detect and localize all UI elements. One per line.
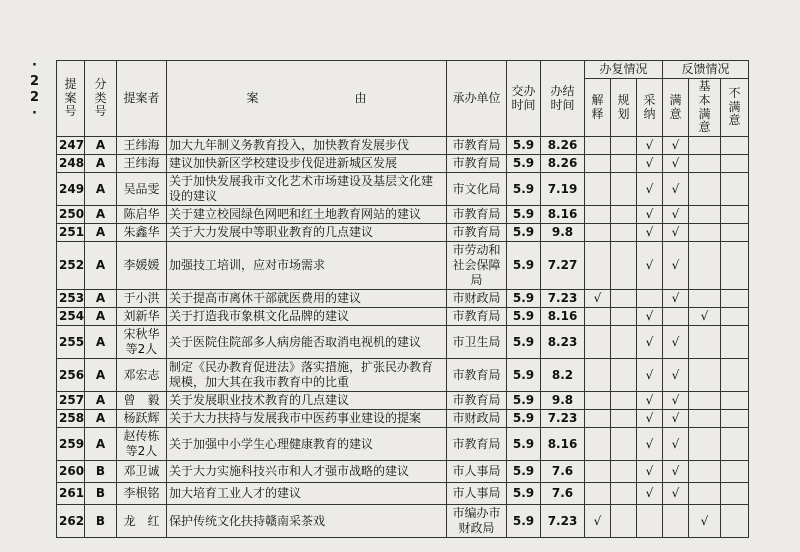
row-mark-basic-satisfied (689, 173, 721, 206)
row-finish-time: 7.23 (541, 410, 585, 428)
row-proposer: 刘新华 (117, 308, 167, 326)
row-proposer: 朱鑫华 (117, 224, 167, 242)
row-mark-unsatisfied (721, 483, 749, 505)
table-row (57, 505, 749, 538)
row-reason: 关于大力发展中等职业教育的几点建议 (167, 224, 447, 242)
row-proposer: 宋秋华等2人 (117, 326, 167, 359)
table-row (57, 428, 749, 461)
row-category: B (85, 505, 117, 538)
row-proposer: 于小洪 (117, 290, 167, 308)
row-reason: 关于加强中小学生心理健康教育的建议 (167, 428, 447, 461)
row-mark-basic-satisfied: √ (689, 308, 721, 326)
header-reply-group: 办复情况 (585, 61, 663, 79)
row-mark-unsatisfied (721, 206, 749, 224)
row-mark-plan (611, 428, 637, 461)
row-unit: 市教育局 (447, 359, 507, 392)
row-mark-basic-satisfied (689, 155, 721, 173)
row-unit: 市教育局 (447, 137, 507, 155)
row-proposer: 吴品雯 (117, 173, 167, 206)
header-unsatisfied: 不满意 (721, 79, 749, 137)
row-mark-satisfied (663, 505, 689, 538)
table-row (57, 290, 749, 308)
row-mark-satisfied: √ (663, 290, 689, 308)
row-mark-adopt: √ (637, 206, 663, 224)
table-row (57, 308, 749, 326)
row-number: 262 (57, 505, 85, 538)
row-mark-satisfied: √ (663, 326, 689, 359)
row-finish-time: 7.23 (541, 505, 585, 538)
proposal-table (56, 60, 749, 538)
row-mark-explain (585, 326, 611, 359)
row-assign-time: 5.9 (507, 359, 541, 392)
row-category: A (85, 359, 117, 392)
row-reason: 关于大力扶持与发展我市中医药事业建设的提案 (167, 410, 447, 428)
row-finish-time: 8.16 (541, 308, 585, 326)
row-unit: 市文化局 (447, 173, 507, 206)
row-mark-unsatisfied (721, 137, 749, 155)
row-mark-plan (611, 326, 637, 359)
row-finish-time: 7.6 (541, 461, 585, 483)
row-reason: 关于提高市离休干部就医费用的建议 (167, 290, 447, 308)
row-mark-satisfied: √ (663, 242, 689, 290)
row-mark-explain: √ (585, 290, 611, 308)
header-plan: 规划 (611, 79, 637, 137)
row-mark-unsatisfied (721, 410, 749, 428)
row-mark-plan (611, 173, 637, 206)
row-mark-satisfied: √ (663, 155, 689, 173)
row-mark-plan (611, 392, 637, 410)
row-category: A (85, 242, 117, 290)
row-mark-plan (611, 242, 637, 290)
row-assign-time: 5.9 (507, 173, 541, 206)
row-number: 257 (57, 392, 85, 410)
row-mark-explain (585, 428, 611, 461)
header-satisfied: 满意 (663, 79, 689, 137)
row-mark-adopt: √ (637, 224, 663, 242)
row-mark-explain (585, 461, 611, 483)
row-mark-basic-satisfied (689, 392, 721, 410)
row-number: 250 (57, 206, 85, 224)
row-mark-explain (585, 173, 611, 206)
row-mark-unsatisfied (721, 428, 749, 461)
row-proposer: 李根铭 (117, 483, 167, 505)
table-row (57, 483, 749, 505)
row-mark-plan (611, 461, 637, 483)
row-mark-satisfied: √ (663, 224, 689, 242)
row-category: A (85, 137, 117, 155)
row-mark-plan (611, 359, 637, 392)
row-finish-time: 8.16 (541, 428, 585, 461)
row-mark-basic-satisfied: √ (689, 505, 721, 538)
row-mark-satisfied: √ (663, 206, 689, 224)
row-mark-plan (611, 137, 637, 155)
header-finish-time: 办结时间 (541, 61, 585, 137)
row-mark-unsatisfied (721, 173, 749, 206)
row-mark-satisfied: √ (663, 392, 689, 410)
row-mark-basic-satisfied (689, 410, 721, 428)
header-assign-time: 交办时间 (507, 61, 541, 137)
row-mark-satisfied (663, 308, 689, 326)
row-proposer: 邓卫诚 (117, 461, 167, 483)
row-mark-adopt: √ (637, 359, 663, 392)
row-proposer: 杨跃辉 (117, 410, 167, 428)
table-row (57, 359, 749, 392)
table-row (57, 326, 749, 359)
row-mark-explain (585, 155, 611, 173)
row-number: 260 (57, 461, 85, 483)
row-assign-time: 5.9 (507, 290, 541, 308)
header-adopt: 采纳 (637, 79, 663, 137)
row-number: 254 (57, 308, 85, 326)
row-unit: 市财政局 (447, 290, 507, 308)
row-reason: 加强技工培训，应对市场需求 (167, 242, 447, 290)
row-mark-adopt: √ (637, 461, 663, 483)
row-mark-basic-satisfied (689, 242, 721, 290)
row-number: 261 (57, 483, 85, 505)
row-category: A (85, 410, 117, 428)
row-number: 258 (57, 410, 85, 428)
row-finish-time: 8.23 (541, 326, 585, 359)
row-mark-satisfied: √ (663, 483, 689, 505)
header-basic-satisfied: 基本满意 (689, 79, 721, 137)
row-assign-time: 5.9 (507, 410, 541, 428)
row-finish-time: 7.23 (541, 290, 585, 308)
row-number: 255 (57, 326, 85, 359)
row-proposer: 王纬海 (117, 137, 167, 155)
row-mark-unsatisfied (721, 461, 749, 483)
row-mark-plan (611, 505, 637, 538)
row-assign-time: 5.9 (507, 242, 541, 290)
row-assign-time: 5.9 (507, 428, 541, 461)
row-proposer: 王纬海 (117, 155, 167, 173)
row-mark-plan (611, 410, 637, 428)
row-category: A (85, 224, 117, 242)
row-mark-unsatisfied (721, 155, 749, 173)
row-proposer: 陈启华 (117, 206, 167, 224)
row-number: 256 (57, 359, 85, 392)
row-mark-basic-satisfied (689, 224, 721, 242)
row-mark-basic-satisfied (689, 290, 721, 308)
row-number: 253 (57, 290, 85, 308)
table-row (57, 242, 749, 290)
row-mark-unsatisfied (721, 242, 749, 290)
row-mark-adopt: √ (637, 326, 663, 359)
row-mark-basic-satisfied (689, 483, 721, 505)
row-mark-adopt: √ (637, 308, 663, 326)
header-proposer: 提案者 (117, 61, 167, 137)
row-mark-satisfied: √ (663, 137, 689, 155)
row-assign-time: 5.9 (507, 137, 541, 155)
row-mark-plan (611, 308, 637, 326)
row-mark-explain (585, 483, 611, 505)
row-mark-basic-satisfied (689, 326, 721, 359)
row-mark-adopt (637, 505, 663, 538)
row-assign-time: 5.9 (507, 505, 541, 538)
row-mark-plan (611, 290, 637, 308)
row-mark-unsatisfied (721, 308, 749, 326)
row-category: A (85, 428, 117, 461)
row-mark-unsatisfied (721, 224, 749, 242)
row-proposer: 赵传栋等2人 (117, 428, 167, 461)
row-number: 259 (57, 428, 85, 461)
row-finish-time: 8.2 (541, 359, 585, 392)
row-unit: 市教育局 (447, 392, 507, 410)
row-mark-explain (585, 359, 611, 392)
row-mark-basic-satisfied (689, 461, 721, 483)
row-assign-time: 5.9 (507, 461, 541, 483)
row-finish-time: 7.27 (541, 242, 585, 290)
table-row (57, 206, 749, 224)
row-reason: 关于发展职业技术教育的几点建议 (167, 392, 447, 410)
row-reason: 加大九年制义务教育投入，加快教育发展步伐 (167, 137, 447, 155)
row-reason: 加大培育工业人才的建议 (167, 483, 447, 505)
table-row (57, 155, 749, 173)
row-reason: 关于加快发展我市文化艺术市场建设及基层文化建设的建议 (167, 173, 447, 206)
row-mark-basic-satisfied (689, 137, 721, 155)
row-assign-time: 5.9 (507, 308, 541, 326)
row-assign-time: 5.9 (507, 155, 541, 173)
row-unit: 市劳动和社会保障局 (447, 242, 507, 290)
page-number: ·22· (27, 58, 42, 122)
row-mark-explain (585, 410, 611, 428)
row-reason: 关于医院住院部多人病房能否取消电视机的建议 (167, 326, 447, 359)
row-mark-adopt: √ (637, 173, 663, 206)
row-mark-adopt: √ (637, 242, 663, 290)
header-feedback-group: 反馈情况 (663, 61, 749, 79)
table-row (57, 461, 749, 483)
row-category: A (85, 155, 117, 173)
row-finish-time: 8.16 (541, 206, 585, 224)
row-mark-basic-satisfied (689, 428, 721, 461)
row-category: A (85, 290, 117, 308)
row-mark-satisfied: √ (663, 359, 689, 392)
row-assign-time: 5.9 (507, 326, 541, 359)
row-unit: 市教育局 (447, 428, 507, 461)
row-mark-explain (585, 206, 611, 224)
row-mark-unsatisfied (721, 290, 749, 308)
row-finish-time: 9.8 (541, 224, 585, 242)
row-reason: 关于建立校园绿色网吧和红土地教育网站的建议 (167, 206, 447, 224)
row-mark-satisfied: √ (663, 410, 689, 428)
row-mark-adopt: √ (637, 137, 663, 155)
row-unit: 市编办市财政局 (447, 505, 507, 538)
row-reason: 关于打造我市象棋文化品牌的建议 (167, 308, 447, 326)
row-mark-plan (611, 206, 637, 224)
header-explain: 解释 (585, 79, 611, 137)
row-mark-explain (585, 137, 611, 155)
row-proposer: 李媛媛 (117, 242, 167, 290)
row-mark-unsatisfied (721, 392, 749, 410)
header-unit: 承办单位 (447, 61, 507, 137)
row-reason: 保护传统文化扶持赣南采茶戏 (167, 505, 447, 538)
row-reason: 关于大力实施科技兴市和人才强市战略的建议 (167, 461, 447, 483)
row-mark-adopt: √ (637, 392, 663, 410)
header-reason: 案 由 (167, 61, 447, 137)
row-finish-time: 7.19 (541, 173, 585, 206)
row-mark-basic-satisfied (689, 359, 721, 392)
row-mark-adopt (637, 290, 663, 308)
row-mark-adopt: √ (637, 428, 663, 461)
row-assign-time: 5.9 (507, 483, 541, 505)
row-mark-explain (585, 392, 611, 410)
row-category: A (85, 392, 117, 410)
row-assign-time: 5.9 (507, 224, 541, 242)
header-category: 分类号 (85, 61, 117, 137)
row-mark-adopt: √ (637, 155, 663, 173)
row-mark-plan (611, 224, 637, 242)
row-number: 247 (57, 137, 85, 155)
row-number: 248 (57, 155, 85, 173)
row-mark-satisfied: √ (663, 428, 689, 461)
row-mark-explain (585, 242, 611, 290)
row-unit: 市人事局 (447, 483, 507, 505)
row-mark-unsatisfied (721, 359, 749, 392)
table-row (57, 224, 749, 242)
row-mark-explain (585, 224, 611, 242)
row-category: B (85, 483, 117, 505)
row-proposer: 曾 毅 (117, 392, 167, 410)
row-mark-basic-satisfied (689, 206, 721, 224)
row-mark-plan (611, 155, 637, 173)
row-mark-explain (585, 308, 611, 326)
row-reason: 建议加快新区学校建设步伐促进新城区发展 (167, 155, 447, 173)
row-number: 252 (57, 242, 85, 290)
row-mark-unsatisfied (721, 505, 749, 538)
row-unit: 市教育局 (447, 155, 507, 173)
row-unit: 市财政局 (447, 410, 507, 428)
row-finish-time: 8.26 (541, 137, 585, 155)
table-row (57, 137, 749, 155)
row-mark-explain: √ (585, 505, 611, 538)
row-finish-time: 9.8 (541, 392, 585, 410)
row-proposer: 龙 红 (117, 505, 167, 538)
row-unit: 市教育局 (447, 206, 507, 224)
row-finish-time: 8.26 (541, 155, 585, 173)
row-proposer: 邓宏志 (117, 359, 167, 392)
table-row (57, 410, 749, 428)
row-mark-adopt: √ (637, 483, 663, 505)
row-reason: 制定《民办教育促进法》落实措施，扩张民办教育规模，加大其在我市教育中的比重 (167, 359, 447, 392)
row-mark-satisfied: √ (663, 461, 689, 483)
row-mark-satisfied: √ (663, 173, 689, 206)
row-assign-time: 5.9 (507, 206, 541, 224)
row-category: A (85, 308, 117, 326)
row-assign-time: 5.9 (507, 392, 541, 410)
header-no: 提案号 (57, 61, 85, 137)
row-mark-unsatisfied (721, 326, 749, 359)
row-finish-time: 7.6 (541, 483, 585, 505)
row-category: B (85, 461, 117, 483)
table-row (57, 392, 749, 410)
row-unit: 市卫生局 (447, 326, 507, 359)
row-mark-plan (611, 483, 637, 505)
row-category: A (85, 173, 117, 206)
row-category: A (85, 206, 117, 224)
row-unit: 市教育局 (447, 308, 507, 326)
row-number: 249 (57, 173, 85, 206)
row-category: A (85, 326, 117, 359)
row-unit: 市人事局 (447, 461, 507, 483)
row-unit: 市教育局 (447, 224, 507, 242)
row-mark-adopt: √ (637, 410, 663, 428)
table-row (57, 173, 749, 206)
row-number: 251 (57, 224, 85, 242)
